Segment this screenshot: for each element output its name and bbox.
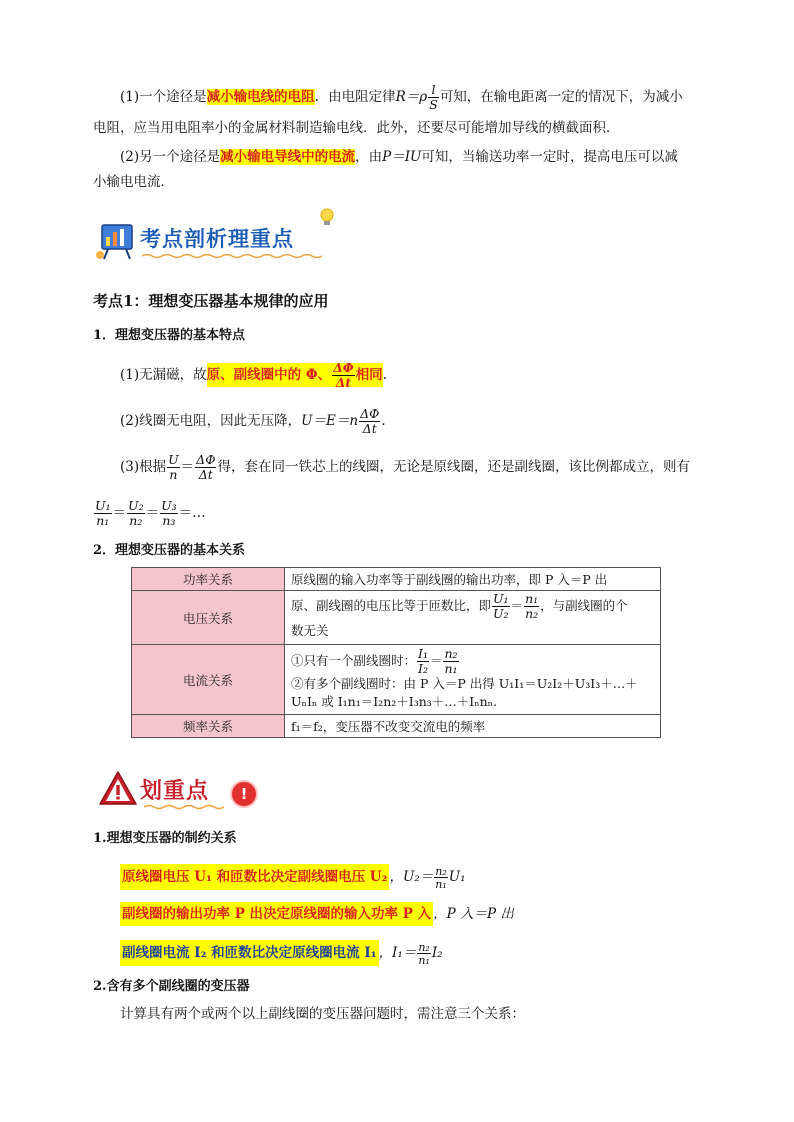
feature-item-3: (3)根据 $\frac{U}{n}$ ＝ $\frac{\Delta\Phi}{\Delta t}$ 得，套在同一铁芯上的线圈，无论是原线圈，还是副线圈，该比例都成立，则有 — [120, 452, 690, 482]
relations-table — [131, 567, 661, 738]
table-key: 电压关系 — [132, 591, 285, 645]
intro-line-2: 电阻，应当用电阻率小的金属材料制造输电线．此外，还要尽可能增加导线的横截面积． — [93, 120, 620, 136]
table-key: 频率关系 — [132, 715, 285, 738]
fraction: $\frac{\text{U₁}}{\text{n₁}}$ — [95, 498, 111, 528]
section-banner-title: 考点剖析理重点 — [140, 227, 294, 251]
constraint-rule-2 — [120, 901, 514, 927]
table-row — [132, 645, 661, 715]
text: 可知，当输送功率一定时，提高电压可以减 — [421, 149, 678, 165]
intro-line-4: 小输电电流． — [93, 174, 174, 190]
wavy-underline — [142, 253, 322, 259]
table-key: 功率关系 — [132, 568, 285, 591]
chart-board-icon — [94, 215, 144, 261]
table-value: ①只有一个副线圈时： $\frac{\text{I₁}}{\text{I₂}}$ ＝ $\frac{\text{n₂}}{\text{n₁}}$ ②有多个副线圈时：由 P 入＝P 出得 U₁I₁＝U₂I₂＋U₃I₃＋…＋ UₙIₙ 或 I₁n₁＝I₂n₂＋I₃n₃＋…＋Iₙnₙ. — [285, 645, 661, 715]
text: ．由电阻定律 — [314, 89, 396, 105]
section-banner — [94, 213, 344, 263]
fraction: $\frac{\text{U₃}}{\text{n₃}}$ — [161, 498, 177, 528]
table-value: 原、副线圈的电压比等于匝数比，即 $\frac{\text{U₁}}{\text{U₂}}$ ＝ $\frac{\text{n₁}}{\text{n₂}}$ ，与副线圈的个 数无关 — [285, 591, 661, 645]
text: ，由 — [355, 149, 383, 165]
formula: R＝ρ — [395, 89, 428, 105]
formula: U＝E＝n — [301, 413, 359, 429]
formula: ，P 入＝P 出 — [433, 906, 514, 922]
highlight-text: 副线圈电流 I₂ 和匝数比决定原线圈电流 I₁ — [120, 940, 379, 966]
constraint-rule-1: 原线圈电压 U₁ 和匝数比决定副线圈电压 U₂ ，U₂＝ $\frac{\text{n₂}}{\text{n₁}}$ U₁ — [122, 864, 466, 891]
text: 可知，在输电距离一定的情况下，为减小 — [439, 89, 683, 105]
exclamation-badge: ! — [230, 780, 258, 808]
intro-line-1 — [120, 84, 683, 111]
sub-heading-1: 1．理想变压器的基本特点 — [93, 328, 246, 343]
ratio-formula: $\frac{\text{U₁}}{\text{n₁}}$ ＝ $\frac{\text{U₂}}{\text{n₂}}$ ＝ $\frac{\text{U₃}}{\text{n₃}}$ ＝… — [95, 498, 206, 528]
table-key: 电流关系 — [132, 645, 285, 715]
huazhongdian-banner — [96, 768, 296, 812]
text: (1)无漏磁，故 — [120, 367, 207, 383]
table-row — [132, 591, 661, 645]
text: (1)一个途径是 — [120, 89, 207, 105]
text: (2)线圈无电阻，因此无压降， — [120, 413, 302, 429]
fraction: $\frac{\text{n₂}}{\text{n₁}}$ — [435, 864, 447, 891]
fraction: $\frac{\text{U₂}}{\text{n₂}}$ — [128, 498, 144, 528]
fraction: $\frac{\Delta\Phi}{\Delta t}$ — [360, 406, 380, 436]
highlight-text: 原线圈电压 U₁ 和匝数比决定副线圈电压 U₂ — [120, 864, 389, 890]
formula: ，I₁＝ — [378, 945, 417, 961]
table-row — [132, 568, 661, 591]
table-row — [132, 715, 661, 738]
constraint-rule-3: 副线圈电流 I₂ 和匝数比决定原线圈电流 I₁ ，I₁＝ $\frac{\text{n₂}}{\text{n₁}}$ I₂ — [122, 940, 443, 967]
warning-icon — [98, 770, 138, 806]
section2-title-2: 2.含有多个副线圈的变压器 — [93, 979, 250, 994]
fraction: $\frac{\text{n₂}}{\text{n₁}}$ — [418, 940, 430, 967]
formula: P＝IU — [382, 149, 422, 165]
highlight-text: 副线圈的输出功率 P 出决定原线圈的输入功率 P 入 — [120, 902, 433, 926]
lightbulb-icon — [318, 207, 336, 229]
intro-line-3 — [120, 147, 678, 167]
section2-title-1: 1.理想变压器的制约关系 — [93, 831, 237, 846]
section2-paragraph: 计算具有两个或两个以上副线圈的变压器问题时，需注意三个关系： — [120, 1006, 525, 1022]
fraction: $\frac{\text{I₁}}{\text{I₂}}$ — [418, 646, 428, 676]
huazhongdian-title: 划重点 — [140, 779, 210, 804]
wavy-underline — [144, 804, 224, 810]
fraction: $\frac{\text{n₂}}{\text{n₁}}$ — [444, 646, 458, 676]
kaodian1-title: 考点1：理想变压器基本规律的应用 — [93, 292, 329, 310]
text: (3)根据 — [120, 459, 167, 475]
table-value: f₁＝f₂，变压器不改变交流电的频率 — [285, 715, 661, 738]
table-value: 原线圈的输入功率等于副线圈的输出功率，即 P 入＝P 出 — [285, 568, 661, 591]
text: (2)另一个途径是 — [120, 149, 221, 165]
fraction: $\frac{\Delta\Phi}{\Delta t}$ — [196, 452, 216, 482]
fraction: $\frac{\text{U₁}}{\text{U₂}}$ — [493, 591, 509, 621]
highlight-text: 减小输电导线中的电流 — [220, 149, 356, 165]
fraction: $\frac{l}{S}$ — [429, 82, 438, 112]
highlight-text: 原、副线圈中的 Φ、 $\frac{\Delta\Phi}{\Delta t}$ 相同 — [206, 360, 383, 390]
formula: ，U₂＝ — [389, 869, 434, 885]
sub-heading-2: 2．理想变压器的基本关系 — [93, 543, 246, 558]
feature-item-1: (1)无漏磁，故原、副线圈中的 Φ、 $\frac{\Delta\Phi}{\Delta t}$ 相同. — [120, 360, 387, 390]
fraction: $\frac{U}{n}$ — [168, 452, 179, 482]
feature-item-2: (2)线圈无电阻，因此无压降，U＝E＝n $\frac{\Delta\Phi}{\Delta t}$ . — [120, 406, 386, 436]
fraction: $\frac{\text{n₁}}{\text{n₂}}$ — [525, 591, 539, 621]
highlight-text: 减小输电线的电阻 — [206, 89, 315, 105]
fraction: $\frac{\Delta\Phi}{\Delta t}$ — [333, 360, 354, 390]
text: 得，套在同一铁芯上的线圈，无论是原线圈，还是副线圈，该比例都成立，则有 — [217, 459, 690, 475]
